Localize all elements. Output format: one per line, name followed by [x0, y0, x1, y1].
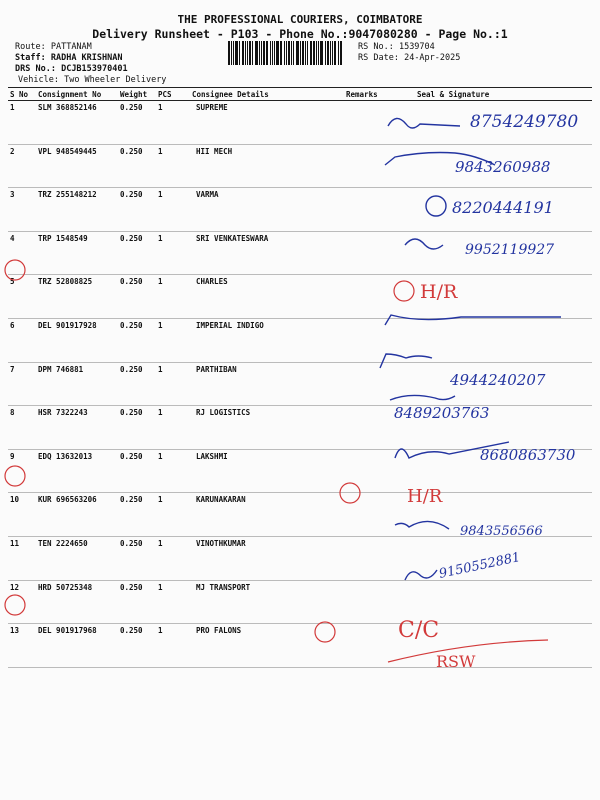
weight: 0.250	[118, 536, 156, 580]
barcode-bar	[274, 41, 275, 65]
barcode-bar	[288, 41, 290, 65]
handwritten-remark: RSW	[436, 652, 476, 671]
vehicle-label: Vehicle:	[18, 75, 59, 85]
table-row	[8, 144, 592, 188]
consignee-details: KARUNAKARAN	[190, 493, 344, 537]
barcode-bar	[320, 41, 323, 65]
remarks-cell	[344, 362, 403, 406]
consignee-details: VINOTHKUMAR	[190, 536, 344, 580]
weight: 0.250	[118, 406, 156, 450]
consignment-no: HSR 7322243	[36, 406, 118, 450]
barcode-bar	[302, 41, 304, 65]
barcode-bar	[270, 41, 271, 65]
remarks-cell	[344, 536, 403, 580]
signature-cell	[403, 144, 592, 188]
table-row	[8, 493, 592, 537]
rs-date-label: RS Date:	[358, 53, 399, 63]
table-row	[8, 580, 592, 624]
row-sno: 6	[8, 318, 36, 362]
barcode-bar	[252, 41, 253, 65]
handwritten-phone: 8489203763	[394, 404, 490, 422]
consignment-no: VPL 948549445	[36, 144, 118, 188]
barcode-bar	[340, 41, 342, 65]
handwritten-phone: 8220444191	[452, 198, 554, 217]
remarks-cell	[344, 493, 403, 537]
handwritten-phone: 8680863730	[480, 446, 576, 464]
consignee-details: RJ LOGISTICS	[190, 406, 344, 450]
remarks-cell	[344, 406, 403, 450]
row-sno: 8	[8, 406, 36, 450]
remarks-cell	[344, 275, 403, 319]
drs-line	[15, 64, 128, 74]
table-row	[8, 449, 592, 493]
barcode-bar	[334, 41, 336, 65]
handwritten-remark: H/R	[420, 281, 458, 303]
barcode-bar	[280, 41, 282, 65]
barcode-bar	[242, 41, 244, 65]
row-sno: 10	[8, 493, 36, 537]
weight: 0.250	[118, 449, 156, 493]
col-remarks: Remarks	[344, 88, 403, 101]
barcode-bar	[327, 41, 329, 65]
signature-cell	[403, 624, 592, 668]
handwritten-phone: 4944240207	[450, 371, 546, 389]
signature-cell	[403, 362, 592, 406]
row-sno: 13	[8, 624, 36, 668]
consignee-details: IMPERIAL INDIGO	[190, 318, 344, 362]
weight: 0.250	[118, 318, 156, 362]
remarks-cell	[344, 449, 403, 493]
barcode-bar	[239, 41, 240, 65]
consignment-no: HRD 50725348	[36, 580, 118, 624]
table-row	[8, 275, 592, 319]
consignee-details: PRO FALONS	[190, 624, 344, 668]
barcode-bar	[296, 41, 299, 65]
barcode-bar	[235, 41, 238, 65]
barcode-bar	[293, 41, 294, 65]
remarks-cell	[344, 318, 403, 362]
col-pcs: PCS	[156, 88, 190, 101]
barcode-bar	[231, 41, 232, 65]
barcode-bar	[245, 41, 246, 65]
barcode-bar	[318, 41, 319, 65]
table-row	[8, 318, 592, 362]
signature-cell	[403, 580, 592, 624]
consignee-details: SUPREME	[190, 101, 344, 145]
barcode-bar	[291, 41, 292, 65]
pcs: 1	[156, 188, 190, 232]
consignee-details: PARTHIBAN	[190, 362, 344, 406]
remarks-cell	[344, 231, 403, 275]
remarks-cell	[344, 101, 403, 145]
pcs: 1	[156, 362, 190, 406]
consignee-details: HII MECH	[190, 144, 344, 188]
weight: 0.250	[118, 362, 156, 406]
barcode-bar	[261, 41, 262, 65]
consignment-no: DEL 901917928	[36, 318, 118, 362]
barcode-bar	[284, 41, 285, 65]
remarks-cell	[344, 624, 403, 668]
consignment-no: TRZ 255148212	[36, 188, 118, 232]
table-row	[8, 406, 592, 450]
remarks-cell	[344, 144, 403, 188]
staff-value: RADHA KRISHNAN	[50, 53, 123, 63]
col-consignment: Consignment No	[36, 88, 118, 101]
signature-cell	[403, 493, 592, 537]
handwritten-phone: 9843260988	[455, 158, 551, 176]
table-row	[8, 188, 592, 232]
consignment-no: EDQ 13632013	[36, 449, 118, 493]
table-row	[8, 362, 592, 406]
barcode-bar	[307, 41, 308, 65]
weight: 0.250	[118, 144, 156, 188]
consignment-no: DEL 901917968	[36, 624, 118, 668]
signature-cell	[403, 101, 592, 145]
row-sno: 4	[8, 231, 36, 275]
weight: 0.250	[118, 188, 156, 232]
consignee-details: VARMA	[190, 188, 344, 232]
row-sno: 5	[8, 275, 36, 319]
handwritten-remark: C/C	[398, 618, 440, 643]
weight: 0.250	[118, 101, 156, 145]
barcode-bar	[249, 41, 251, 65]
vehicle-value: Two Wheeler Delivery	[64, 75, 167, 85]
col-consignee: Consignee Details	[190, 88, 344, 101]
consignment-no: TRP 1548549	[36, 231, 118, 275]
weight: 0.250	[118, 624, 156, 668]
pcs: 1	[156, 406, 190, 450]
signature-cell	[403, 231, 592, 275]
weight: 0.250	[118, 231, 156, 275]
col-weight: Weight	[118, 88, 156, 101]
consignee-details: CHARLES	[190, 275, 344, 319]
barcode-bar	[272, 41, 273, 65]
rs-no-line	[358, 42, 435, 52]
row-sno: 9	[8, 449, 36, 493]
barcode-bar	[247, 41, 248, 65]
row-sno: 3	[8, 188, 36, 232]
consignment-no: KUR 696563206	[36, 493, 118, 537]
rs-date-value: 24-Apr-2025	[404, 53, 461, 63]
barcode-bar	[330, 41, 331, 65]
row-sno: 11	[8, 536, 36, 580]
col-signature: Seal & Signature	[403, 88, 592, 101]
route-value: PATTANAM	[50, 42, 92, 52]
pcs: 1	[156, 231, 190, 275]
table-body	[8, 101, 592, 668]
route-label: Route:	[15, 42, 46, 52]
barcode-bar	[325, 41, 326, 65]
row-sno: 12	[8, 580, 36, 624]
weight: 0.250	[118, 580, 156, 624]
pcs: 1	[156, 580, 190, 624]
company-title: THE PROFESSIONAL COURIERS, COIMBATORE	[177, 13, 423, 26]
runsheet-subtitle: Delivery Runsheet - P103 - Phone No.:9047080280 - Page No.:1	[92, 27, 508, 41]
row-sno: 2	[8, 144, 36, 188]
table-row	[8, 624, 592, 668]
handwritten-phone: 9952119927	[465, 242, 555, 258]
pcs: 1	[156, 624, 190, 668]
barcode-bar	[338, 41, 339, 65]
staff-label: Staff:	[15, 53, 46, 63]
barcode-bar	[313, 41, 315, 65]
handwritten-remark: H/R	[407, 486, 443, 507]
table-row	[8, 536, 592, 580]
remarks-cell	[344, 580, 403, 624]
barcode-bar	[286, 41, 287, 65]
barcode	[228, 41, 352, 65]
staff-line	[15, 53, 123, 63]
consignment-no: SLM 368852146	[36, 101, 118, 145]
drs-label: DRS No.:	[15, 64, 56, 74]
rs-date-line	[358, 53, 460, 63]
pcs: 1	[156, 493, 190, 537]
pcs: 1	[156, 318, 190, 362]
barcode-bar	[233, 41, 234, 65]
handwritten-phone: 9843556566	[460, 524, 543, 539]
row-sno: 7	[8, 362, 36, 406]
barcode-bar	[332, 41, 333, 65]
weight: 0.250	[118, 275, 156, 319]
barcode-bar	[255, 41, 258, 65]
table-row	[8, 101, 592, 145]
barcode-bar	[316, 41, 317, 65]
consignment-no: TRZ 52808825	[36, 275, 118, 319]
pcs: 1	[156, 101, 190, 145]
table-header-row	[8, 88, 592, 101]
barcode-bar	[263, 41, 265, 65]
rs-no-value: 1539704	[398, 42, 435, 52]
pcs: 1	[156, 275, 190, 319]
weight: 0.250	[118, 493, 156, 537]
consignment-no: DPM 746881	[36, 362, 118, 406]
signature-cell	[403, 449, 592, 493]
vehicle-line	[18, 75, 166, 85]
pcs: 1	[156, 449, 190, 493]
remarks-cell	[344, 188, 403, 232]
drs-value: DCJB153970401	[61, 64, 128, 74]
consignee-details: LAKSHMI	[190, 449, 344, 493]
consignee-details: MJ TRANSPORT	[190, 580, 344, 624]
signature-cell	[403, 406, 592, 450]
signature-cell	[403, 188, 592, 232]
handwritten-phone: 8754249780	[470, 112, 579, 132]
consignment-no: TEN 2224650	[36, 536, 118, 580]
table-row	[8, 231, 592, 275]
row-sno: 1	[8, 101, 36, 145]
route-line	[15, 42, 92, 52]
col-sno: S No	[8, 88, 36, 101]
signature-cell	[403, 536, 592, 580]
signature-cell	[403, 318, 592, 362]
pcs: 1	[156, 536, 190, 580]
barcode-bar	[259, 41, 260, 65]
consignee-details: SRI VENKATESWARA	[190, 231, 344, 275]
handwritten-phone: 9150552881	[437, 550, 522, 582]
barcode-bar	[228, 41, 230, 65]
runsheet-table	[8, 87, 592, 668]
barcode-bar	[276, 41, 279, 65]
signature-cell	[403, 275, 592, 319]
pcs: 1	[156, 144, 190, 188]
barcode-bar	[300, 41, 301, 65]
rs-no-label: RS No.:	[358, 42, 394, 52]
barcode-bar	[305, 41, 306, 65]
barcode-bar	[266, 41, 268, 65]
barcode-bar	[310, 41, 312, 65]
